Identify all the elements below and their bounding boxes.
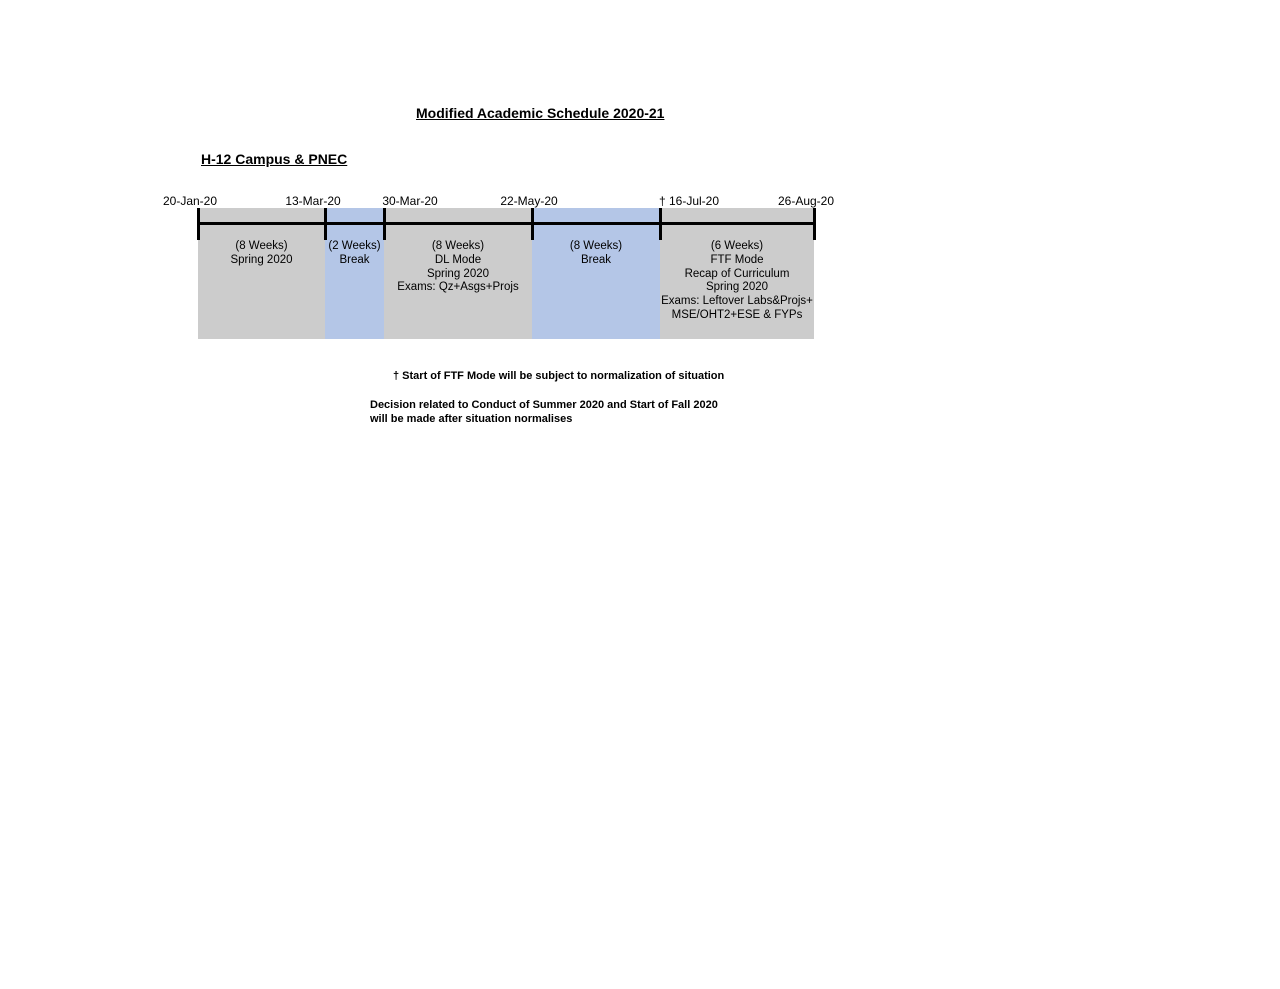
timeline-tick-6 bbox=[813, 208, 816, 240]
block-5-line-4: Spring 2020 bbox=[705, 281, 769, 294]
date-label-3: 30-Mar-20 bbox=[382, 194, 438, 208]
timeline-tick-3 bbox=[383, 208, 386, 240]
campus-heading: H-12 Campus & PNEC bbox=[201, 151, 348, 167]
date-label-6: 26-Aug-20 bbox=[777, 194, 835, 208]
date-label-5: † 16-Jul-20 bbox=[658, 194, 720, 208]
timeline-tick-1 bbox=[197, 208, 200, 240]
timeline-tick-4 bbox=[531, 208, 534, 240]
date-label-4: 22-May-20 bbox=[500, 194, 558, 208]
block-5-line-5: Exams: Leftover Labs&Projs+ bbox=[661, 295, 813, 308]
block-dl-mode bbox=[384, 208, 532, 339]
block-5-line-1: (6 Weeks) bbox=[710, 240, 764, 252]
block-4-line-1: (8 Weeks) bbox=[569, 240, 623, 252]
block-ftf-mode bbox=[660, 208, 814, 339]
block-4-line-2: Break bbox=[580, 253, 612, 266]
block-break-short bbox=[325, 208, 384, 339]
timeline-axis bbox=[198, 222, 814, 225]
page-title: Modified Academic Schedule 2020-21 bbox=[416, 105, 665, 121]
block-2-line-2: Break bbox=[339, 253, 370, 266]
block-5-line-3: Recap of Curriculum bbox=[684, 267, 790, 280]
decision-note-line-1: Decision related to Conduct of Summer 2020 and Start of Fall 2020 bbox=[370, 399, 718, 411]
date-label-2: 13-Mar-20 bbox=[285, 194, 341, 208]
block-1-line-2: Spring 2020 bbox=[230, 253, 293, 266]
block-3-line-1: (8 Weeks) bbox=[431, 240, 485, 252]
decision-note-line-2: will be made after situation normalises bbox=[370, 413, 573, 425]
block-5-line-6: MSE/OHT2+ESE & FYPs bbox=[671, 308, 803, 321]
ftf-footnote: † Start of FTF Mode will be subject to normalization of situation bbox=[393, 370, 725, 382]
block-3-line-2: DL Mode bbox=[434, 253, 482, 266]
block-3-line-3: Spring 2020 bbox=[426, 267, 490, 280]
block-spring-first bbox=[198, 208, 325, 339]
block-1-line-1: (8 Weeks) bbox=[235, 240, 288, 252]
timeline-tick-2 bbox=[324, 208, 327, 240]
block-break-long bbox=[532, 208, 660, 339]
block-3-line-4: Exams: Qz+Asgs+Projs bbox=[397, 281, 519, 294]
date-label-1: 20-Jan-20 bbox=[162, 194, 218, 208]
block-5-line-2: FTF Mode bbox=[710, 253, 764, 266]
timeline-tick-5 bbox=[659, 208, 662, 240]
block-2-line-1: (2 Weeks) bbox=[328, 240, 381, 252]
